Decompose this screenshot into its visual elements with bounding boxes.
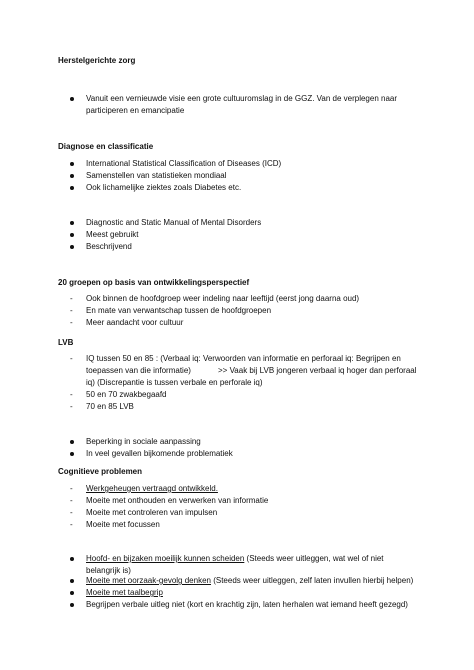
diagnose-item-5: Meest gebruikt [86,230,139,239]
cognitief-item-2: Moeite met onthouden en verwerken van informatie [86,496,269,505]
diagnose-item-4: Diagnostic and Static Manual of Mental Disorders [86,218,262,227]
lvb-range: 70 en 85 LVB [86,402,134,411]
cognitief-bullet-4: Begrijpen verbale uitleg niet (kort en krachtig zijn, laten herhalen wat iemand heeft gezegd) [86,600,408,609]
bullet-dot [70,221,74,225]
dash-marker: - [70,354,73,363]
lvb-item-2: In veel gevallen bijkomende problematiek [86,449,233,458]
heading-20-groepen: 20 groepen op basis van ontwikkelingsperspectief [58,278,250,287]
dash-marker: - [70,520,73,529]
diagnose-item-3: Ook lichamelijke ziektes zoals Diabetes etc. [86,183,242,192]
groepen-item-3: Meer aandacht voor cultuur [86,318,184,327]
bullet-dot [70,603,74,607]
heading-herstelgerichte-zorg: Herstelgerichte zorg [58,56,136,65]
lvb-iq-line2a: toepassen van die informatie) [86,366,191,375]
bullet-dot [70,591,74,595]
bullet-dot [70,97,74,101]
cognitief-item-4: Moeite met focussen [86,520,160,529]
heading-cognitieve-problemen: Cognitieve problemen [58,467,143,476]
herstel-bullet-line1: Vanuit een vernieuwde visie een grote cultuuromslag in de GGZ. Van de verplegen naar [86,94,397,103]
lvb-iq-line2b: >> Vaak bij LVB jongeren verbaal iq hoger dan perforaal [218,366,417,375]
cognitief-bullet-1-line2: belangrijk is) [86,566,131,575]
groepen-item-1: Ook binnen de hoofdgroep weer indeling naar leeftijd (eerst jong daarna oud) [86,294,360,303]
diagnose-item-6: Beschrijvend [86,242,132,251]
dash-marker: - [70,508,73,517]
dash-marker: - [70,402,73,411]
cognitief-bullet-2-underlined: Moeite met oorzaak-gevolg denken [86,576,211,585]
bullet-dot [70,162,74,166]
dash-marker: - [70,390,73,399]
bullet-dot [70,233,74,237]
bullet-dot [70,557,74,561]
lvb-item-1: Beperking in sociale aanpassing [86,437,201,446]
lvb-iq-line3: iq) (Discrepantie is tussen verbale en perforale iq) [86,378,263,387]
dash-marker: - [70,318,73,327]
cognitief-bullet-1-underlined: Hoofd- en bijzaken moeilijk kunnen scheiden [86,554,245,563]
diagnose-item-2: Samenstellen van statistieken mondiaal [86,171,227,180]
bullet-dot [70,186,74,190]
heading-diagnose: Diagnose en classificatie [58,142,154,151]
cognitief-item-1: Werkgeheugen vertraagd ontwikkeld. [86,484,218,493]
bullet-dot [70,245,74,249]
cognitief-bullet-3: Moeite met taalbegrip [86,588,163,597]
cognitief-bullet-1 [86,554,384,564]
herstel-bullet-line2: participeren en emancipatie [86,106,185,115]
heading-lvb: LVB [58,338,74,347]
dash-marker: - [70,294,73,303]
dash-marker: - [70,306,73,315]
lvb-zwakbegaafd: 50 en 70 zwakbegaafd [86,390,167,399]
bullet-dot [70,452,74,456]
cognitief-item-3: Moeite met controleren van impulsen [86,508,218,517]
dash-marker: - [70,484,73,493]
cognitief-bullet-2-rest: (Steeds weer uitleggen, zelf laten invullen hierbij helpen) [210,576,414,585]
bullet-dot [70,440,74,444]
cognitief-bullet-2 [86,576,413,586]
dash-marker: - [70,496,73,505]
bullet-dot [70,174,74,178]
cognitief-bullet-1-rest: (Steeds weer uitleggen, wat wel of niet [244,554,384,563]
bullet-dot [70,579,74,583]
groepen-item-2: En mate van verwantschap tussen de hoofdgroepen [86,306,272,315]
lvb-iq-line1: IQ tussen 50 en 85 : (Verbaal iq: Verwoorden van informatie en perforaal iq: Begrijpen en [86,354,401,363]
diagnose-item-1: International Statistical Classification of Diseases (ICD) [86,159,282,168]
